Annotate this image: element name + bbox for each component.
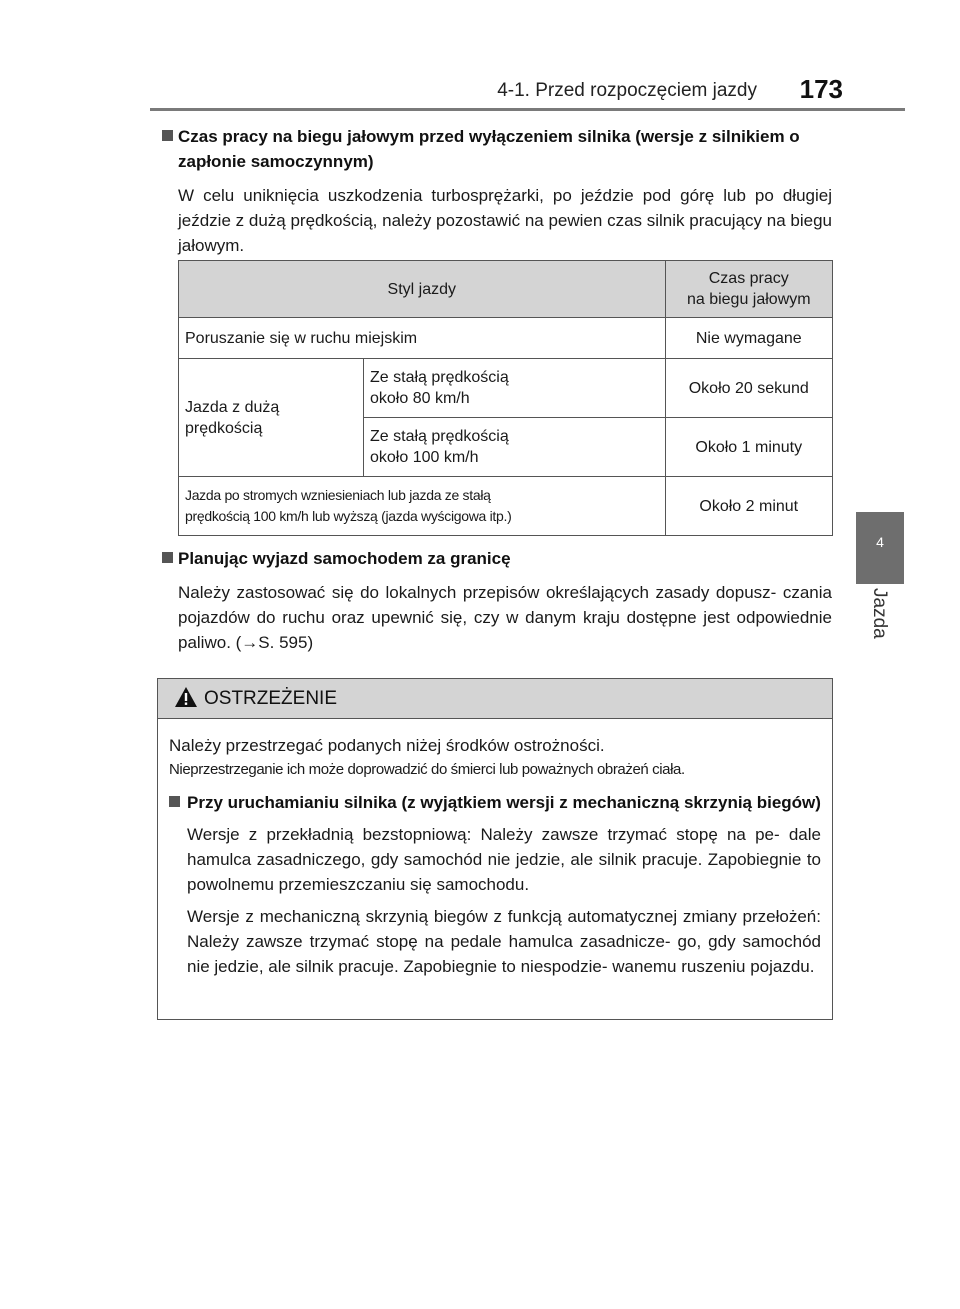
table-row (179, 359, 833, 418)
page-number: 173 (799, 74, 843, 104)
table-cell-time: Około 20 sekund (665, 359, 832, 418)
table-row (179, 318, 833, 359)
table-cell-time: Około 1 minuty (665, 418, 832, 477)
table-cell-style: Jazda po stromych wzniesieniach lub jazda ze stałą prędkością 100 km/h lub wyższą (jazda wyścigowa itp.) (179, 477, 666, 536)
warning-heading: Przy uruchamianiu silnika (z wyjątkiem wersji z mechaniczną skrzynią biegów) (169, 790, 821, 815)
square-bullet-icon (162, 552, 173, 563)
warning-intro-consequence: Nieprzestrzeganie ich może doprowadzić do śmierci lub poważnych obrażeń ciała. (169, 761, 685, 778)
table-cell-style-group: Jazda z dużą prędkością (179, 359, 364, 477)
warning-intro: Należy przestrzegać podanych niżej środków ostrożności. (169, 736, 605, 755)
warning-title: OSTRZEŻENIE (204, 688, 338, 709)
square-bullet-icon (169, 796, 180, 807)
table-cell-style: Poruszanie się w ruchu miejskim (179, 318, 666, 359)
square-bullet-icon (162, 130, 173, 141)
header-divider (150, 108, 905, 111)
section-title: 4-1. Przed rozpoczęciem jazdy (497, 80, 757, 101)
section-abroad (162, 546, 832, 655)
chapter-tab[interactable] (856, 512, 904, 584)
warning-paragraph: Wersje z mechaniczną skrzynią biegów z funkcją automatycznej zmiany przełożeń: Należy zawsze trzymać stopę na pedale hamulca zasadnicze- go, gdy samochód nie jedzie, ale silnik pracuje. Zapobiegnie to niespodzie- wanemu ruszeniu pojazdu. (187, 907, 821, 976)
table-cell-time: Nie wymagane (665, 318, 832, 359)
table-header-row (179, 261, 833, 318)
table-cell-substyle: Ze stałą prędkością około 80 km/h (364, 359, 666, 418)
section-heading: Czas pracy na biegu jałowym przed wyłączeniem silnika (wersje z silnikiem o zapłonie samoczynnym) (162, 124, 832, 174)
warning-box (157, 678, 833, 1020)
section-idle-time (162, 124, 832, 258)
table-cell-time: Około 2 minut (665, 477, 832, 536)
table-header-time: Czas pracy na biegu jałowym (665, 261, 832, 318)
table-header-style: Styl jazdy (179, 261, 666, 318)
page-header (150, 70, 905, 108)
table-row (179, 477, 833, 536)
section-heading: Planując wyjazd samochodem za granicę (162, 546, 832, 571)
idle-time-table (178, 260, 833, 536)
section-text[interactable]: Należy zastosować się do lokalnych przepisów określających zasady dopusz- czania pojazdów do ruchu oraz upewnić się, czy w danym kraju dostępne jest odpowiednie paliwo. (→S. 595) (178, 583, 832, 652)
warning-paragraph: Wersje z przekładnią bezstopniową: Należy zawsze trzymać stopę na pe- dale hamulca zasadniczego, gdy samochód nie jedzie, ale silnik pracuje. Zapobiegnie to powolnemu przemieszczaniu się samochodu. (187, 825, 821, 894)
chapter-name: Jazda (869, 588, 890, 639)
table-cell-substyle: Ze stałą prędkością około 100 km/h (364, 418, 666, 477)
warning-body (158, 719, 832, 979)
chapter-label (856, 584, 904, 684)
warning-header (158, 679, 832, 719)
chapter-number: 4 (876, 534, 884, 550)
warning-triangle-icon (174, 686, 198, 708)
section-text: W celu uniknięcia uszkodzenia turbosprężarki, po jeździe pod górę lub po długiej jeździe z dużą prędkością, należy pozostawić na pewien czas silnik pracujący na biegu jałowym. (178, 186, 832, 255)
